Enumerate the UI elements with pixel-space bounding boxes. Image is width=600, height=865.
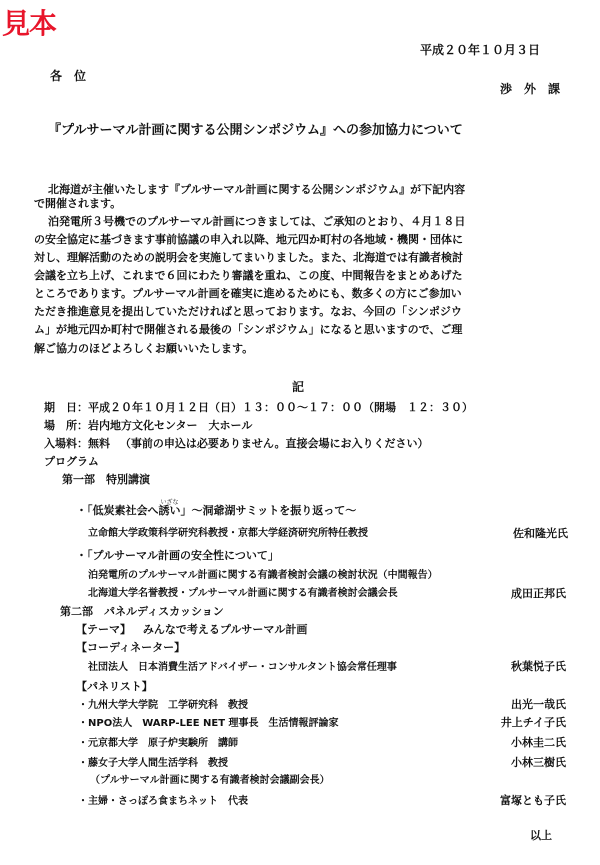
lecture1-speaker: 佐和隆光氏 xyxy=(513,527,568,540)
sender-department: 渉 外 課 xyxy=(500,82,561,96)
part2-heading: 第二部 パネルディスカッション xyxy=(60,605,224,618)
body-line: 解ご協力のほどよろしくお願いいたします。 xyxy=(34,342,254,355)
event-place: 場 所：岩内地方文化センター 大ホール xyxy=(44,419,253,432)
coordinator-affiliation: 社団法人 日本消費生活アドバイザー・コンサルタント協会常任理事 xyxy=(88,662,397,673)
panelist-name: 富塚とも子氏 xyxy=(500,794,566,807)
fee-label: 入場料：無料 xyxy=(44,437,110,450)
lecture2-affiliation: 北海道大学名誉教授・プルサーマル計画に関する有識者検討会議会長 xyxy=(88,588,398,599)
panelist-label: 【パネリスト】 xyxy=(76,680,153,693)
event-fee xyxy=(44,438,429,450)
body-line: ところであります。プルサーマル計画を確実に進めるためにも、数多くの方にご参加い xyxy=(34,287,462,300)
lecture2-subtitle: 泊発電所のプルサーマル計画に関する有識者検討会議の検討状況（中間報告） xyxy=(88,570,438,581)
body-line: ただき推進意見を提出していただければと思っております。なお、今回の「シンポジウ xyxy=(34,305,462,318)
lecture2-title: ・「プルサーマル計画の安全性について」 xyxy=(76,549,279,562)
body-line: 対し、理解活動のための説明会を実施してまいりました。また、北海道では有識者検討 xyxy=(34,251,463,264)
part1-heading: 第一部 特別講演 xyxy=(62,473,150,486)
lecture1-affiliation: 立命館大学政策科学研究科教授・京都大学経済研究所特任教授 xyxy=(88,528,368,539)
panelist-affiliation: ・九州大学大学院 工学研究科 教授 xyxy=(78,700,248,711)
body-line: 会議を立ち上げ、これまで６回にわたり審議を重ね、この度、中間報告をまとめあげた xyxy=(34,269,463,282)
body-line: 泊発電所３号機でのプルサーマル計画につきましては、ご承知のとおり、４月１８日 xyxy=(48,215,466,228)
panelist-name: 小林圭二氏 xyxy=(511,736,566,749)
sample-stamp: 見本 xyxy=(2,7,57,40)
lecture1-title-post: 」～洞爺湖サミットを振り返って～ xyxy=(180,504,357,517)
panelist-name: 井上チイ子氏 xyxy=(500,716,566,729)
panelist-affiliation: ・元京都大学 原子炉実験所 講師 xyxy=(78,738,238,749)
panelist-affiliation: ・NPO法人 WARP-LEE NET 理事長 生活情報評論家 xyxy=(78,718,339,729)
panelist-affiliation: ・主婦・さっぽろ食まちネット 代表 xyxy=(78,796,248,807)
body-line: 北海道が主催いたします『プルサーマル計画に関する公開シンポジウム』が下記内容 xyxy=(48,183,466,196)
panelist-name: 出光一哉氏 xyxy=(511,698,566,711)
theme-row xyxy=(76,624,307,636)
lecture2-speaker: 成田正邦氏 xyxy=(511,587,566,600)
body-line: ム」が地元四か町村で開催される最後の「シンポジウム」になると思いますので、ご理 xyxy=(34,323,463,336)
body-line: で開催されます。 xyxy=(34,197,122,210)
closing-mark: 以上 xyxy=(530,829,552,842)
lecture1-title xyxy=(76,499,357,517)
theme-label: 【テーマ】 xyxy=(76,623,131,636)
ki-heading: 記 xyxy=(292,380,305,394)
coordinator-name: 秋葉悦子氏 xyxy=(511,660,566,673)
addressee: 各 位 xyxy=(50,69,87,83)
panelist-affiliation: ・藤女子大学人間生活学科 教授 xyxy=(78,758,228,769)
panelist-name: 小林三樹氏 xyxy=(511,756,566,769)
theme-text: みんなで考えるプルサーマル計画 xyxy=(142,623,308,636)
fee-note: （事前の申込は必要ありません。直接会場にお入りください） xyxy=(119,437,429,450)
coordinator-label: 【コーディネーター】 xyxy=(76,641,186,654)
ruby-base: 誘い xyxy=(158,504,181,517)
panelist-note: （プルサーマル計画に関する有識者検討会議副会長） xyxy=(90,775,330,786)
program-label: プログラム xyxy=(44,455,99,468)
lecture1-ruby xyxy=(158,499,181,517)
event-date: 期 日：平成２０年１０月１２日（日）１３：００～１７：００（開場 １２：３０） xyxy=(44,401,473,414)
document-date: 平成２０年１０月３日 xyxy=(420,43,541,57)
lecture1-title-pre: ・「低炭素社会へ xyxy=(76,504,159,517)
body-line: の安全協定に基づきます事前協議の申入れ以降、地元四か町村の各地域・機関・団体に xyxy=(34,233,463,246)
ruby-text: いざな xyxy=(160,499,179,506)
document-title: 『プルサーマル計画に関する公開シンポジウム』への参加協力について xyxy=(48,123,463,138)
